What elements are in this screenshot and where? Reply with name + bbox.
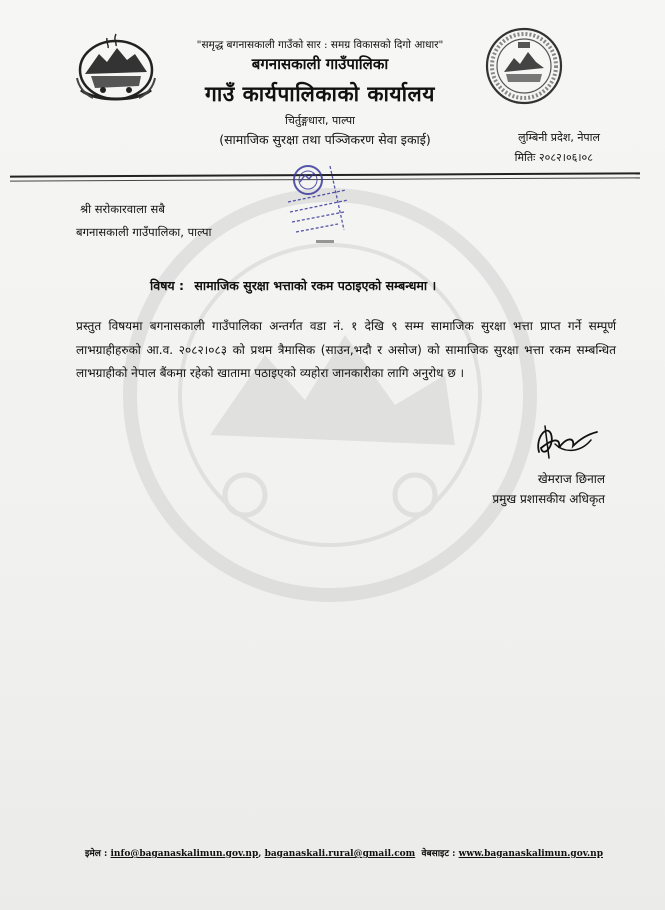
municipality-name: बगनासकाली गाउँपालिका bbox=[251, 55, 389, 73]
website-label: वेबसाइट : bbox=[421, 849, 456, 859]
email-link-2[interactable]: baganaskali.rural@gmail.com bbox=[264, 849, 416, 859]
municipality-logo-icon bbox=[484, 26, 564, 106]
subject-line bbox=[150, 277, 530, 294]
office-stamp-icon bbox=[278, 160, 354, 248]
nepal-emblem-icon bbox=[73, 30, 159, 106]
letter-date: मितिः २०८२।०६।०८ bbox=[514, 151, 593, 164]
watermark-logo-icon bbox=[115, 185, 545, 605]
subject-text: सामाजिक सुरक्षा भत्ताको रकम पठाइएको सम्बन्धमा । bbox=[194, 278, 437, 293]
recipient-address: बगनासकाली गाउँपालिका, पाल्पा bbox=[76, 225, 212, 239]
signature-icon bbox=[525, 418, 605, 468]
signatory-designation: प्रमुख प्रशासकीय अधिकृत bbox=[492, 492, 605, 506]
signatory-name: खेमराज छिनाल bbox=[537, 472, 605, 486]
office-address: चिर्तुङ्गधारा, पाल्पा bbox=[285, 114, 355, 127]
footer-contact: इमेल : info@baganaskalimun.gov.np, baganaskali.rural@gmail.com वेबसाइट : www.baganaskalimun.gov.np bbox=[85, 849, 603, 859]
subject-label: विषय : bbox=[150, 278, 185, 293]
email-link-1[interactable]: info@baganaskalimun.gov.np bbox=[110, 849, 259, 859]
office-title: गाउँ कार्यपालिकाको कार्यालय bbox=[205, 82, 435, 106]
recipient-name: श्री सरोकारवाला सबै bbox=[80, 202, 165, 216]
email-label: इमेल : bbox=[85, 849, 108, 859]
website-link[interactable]: www.baganaskalimun.gov.np bbox=[458, 849, 603, 859]
letter-body: प्रस्तुत विषयमा बगनासकाली गाउँपालिका अन्तर्गत वडा नं. १ देखि ९ सम्म सामाजिक सुरक्षा भत्ता प्राप्त गर्ने सम्पूर्ण लाभग्राहीहरुको आ.व. २०८२।०८३ को प्रथम त्रैमासिक (साउन,भदौ र असोज) को सामाजिक सुरक्षा भत्ता रकम सम्बन्धित लाभग्राहीको नेपाल बैंकमा रहेको खातामा पठाइएको व्यहोरा जानकारीका लागि अनुरोध छ । bbox=[76, 319, 616, 380]
unit-name: (सामाजिक सुरक्षा तथा पञ्जिकरण सेवा इकाई) bbox=[219, 132, 431, 147]
motto: "समृद्ध बगनासकाली गाउँको सार : समग्र विकासको दिगो आधार" bbox=[196, 39, 444, 51]
province: लुम्बिनी प्रदेश, नेपाल bbox=[518, 131, 600, 144]
